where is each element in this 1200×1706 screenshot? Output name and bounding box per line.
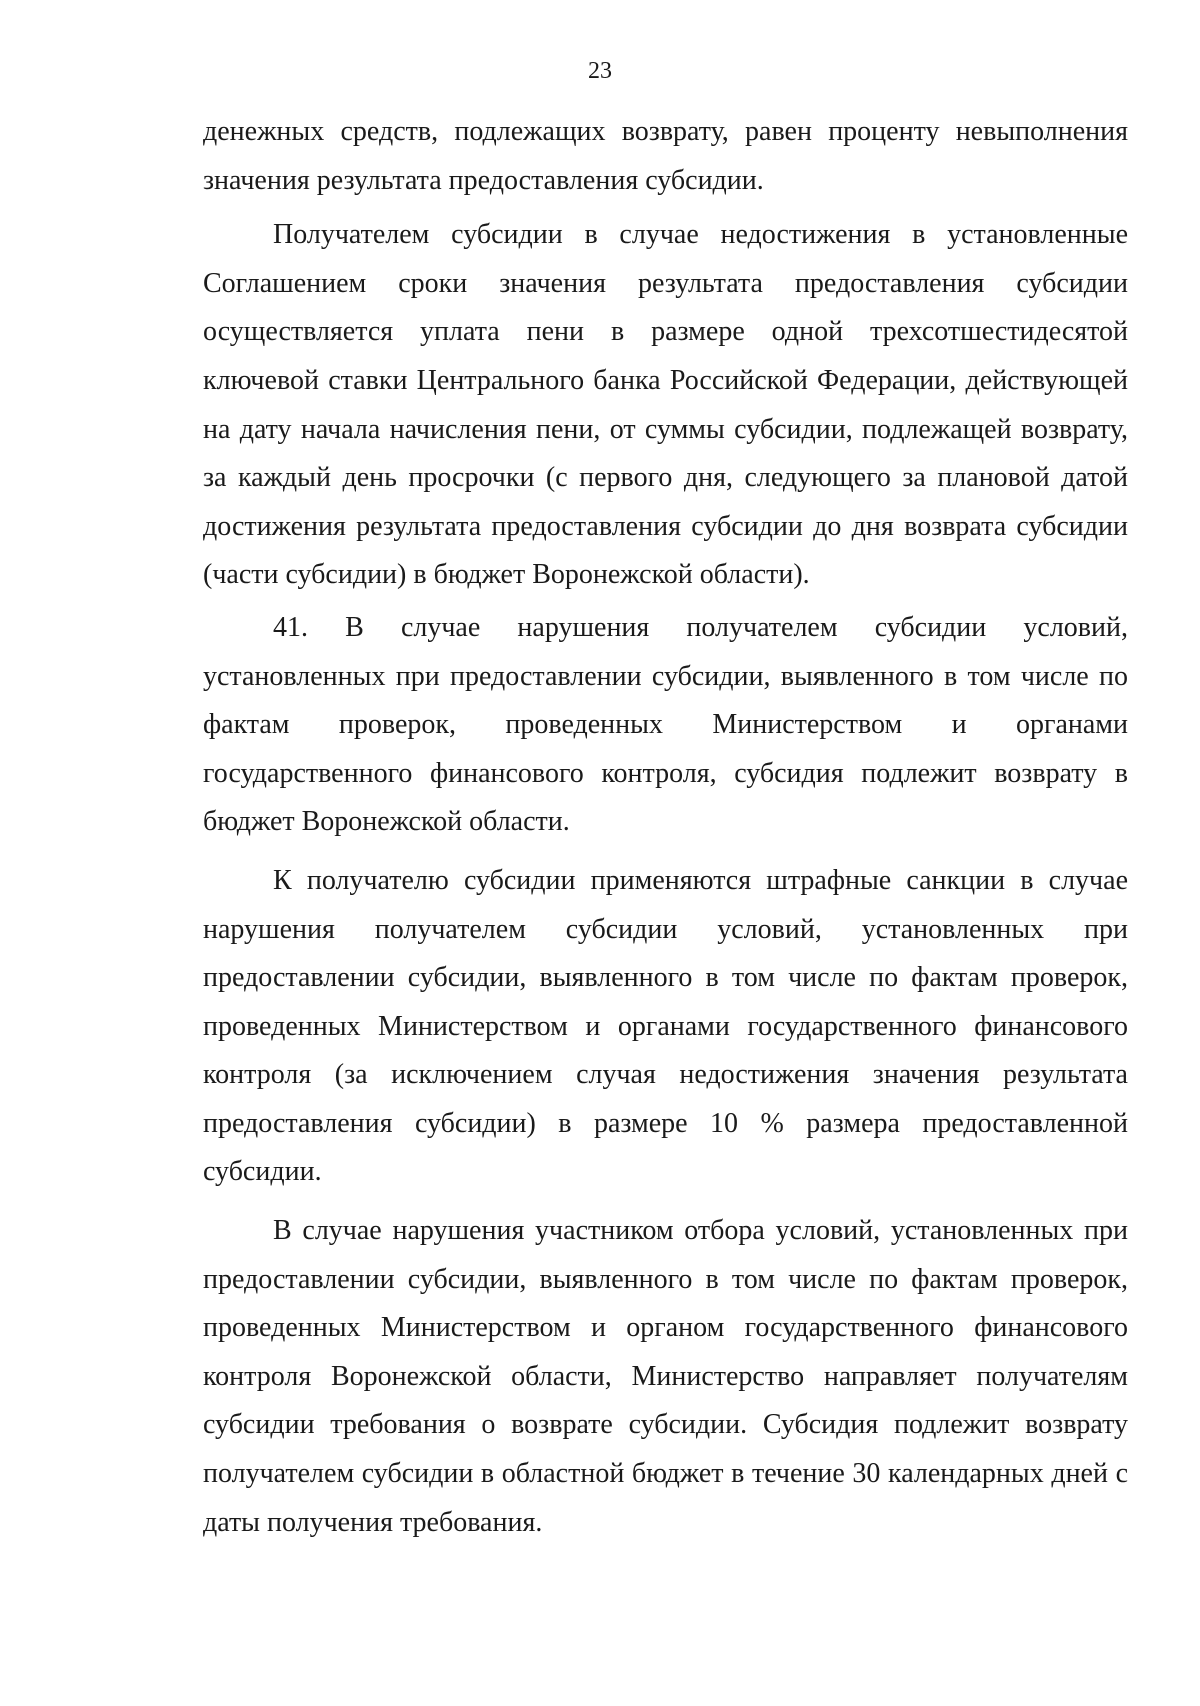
page-number: 23 <box>588 58 612 84</box>
paragraph-return-requirement: В случае нарушения участником отбора условий, установленных при предоставлении субсидии, выявленного в том числе по фактам проверок, проведенных Министерством и органом государственного финансового контроля Воронежской области, Министерство направляет получателям субсидии требования о возврате субсидии. Субсидия подлежит возврату получателем субсидии в областной бюджет в течение 30 календарных дней с даты получения требования. <box>203 1215 1128 1538</box>
paragraph-clause-41: 41. В случае нарушения получателем субсидии условий, установленных при предоставлении субсидии, выявленного в том числе по фактам проверок, проведенных Министерством и органами государственного финансового контроля, субсидия подлежит возврату в бюджет Воронежской области. <box>203 611 1128 838</box>
paragraph-fine-sanctions: К получателю субсидии применяются штрафные санкции в случае нарушения получателем субсидии условий, установленных при предоставлении субсидии, выявленного в том числе по фактам проверок, проведенных Министерством и органами государственного финансового контроля (за исключением случая недостижения значения результата предоставления субсидии) в размере 10 % размера предоставленной субсидии. <box>203 864 1128 1188</box>
document-body <box>203 108 1128 1547</box>
paragraph-continuation: денежных средств, подлежащих возврату, равен проценту невыполнения значения результата предоставления субсидии. <box>203 116 1128 196</box>
paragraph-penalty-interest: Получателем субсидии в случае недостижения в установленные Соглашением сроки значения результата предоставления субсидии осуществляется уплата пени в размере одной трехсотшестидесятой ключевой ставки Центрального банка Российской Федерации, действующей на дату начала начисления пени, от суммы субсидии, подлежащей возврату, за каждый день просрочки (с первого дня, следующего за плановой датой достижения результата предоставления субсидии до дня возврата субсидии (части субсидии) в бюджет Воронежской области). <box>203 219 1128 591</box>
